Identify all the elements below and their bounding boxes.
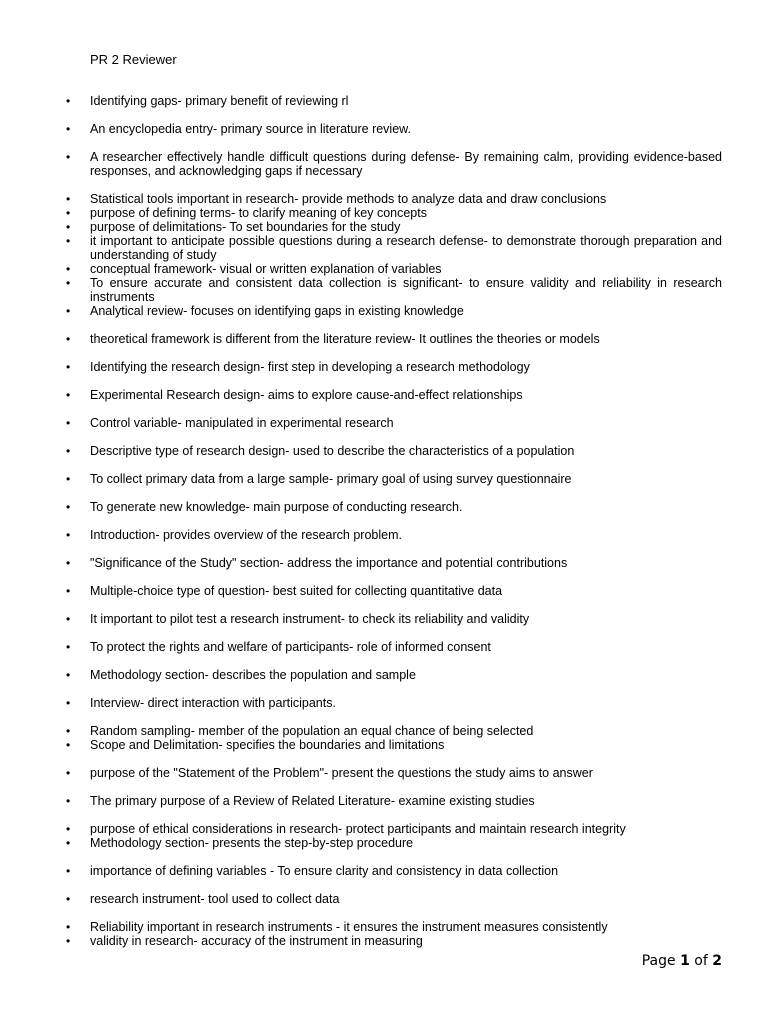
page-of-label: of [694,953,708,969]
list-item: • Control variable- manipulated in experimental research [66,416,722,430]
list-item: • A researcher effectively handle difficult questions during defense- By remaining calm, providing evidence-based responses, and acknowledging gaps if necessary [66,150,722,178]
list-item: • To ensure accurate and consistent data collection is significant- to ensure validity and reliability in research instruments [66,276,722,304]
list-item: • Identifying gaps- primary benefit of reviewing rl [66,94,722,108]
list-item: • purpose of delimitations- To set boundaries for the study [66,220,722,234]
list-item: • Experimental Research design- aims to explore cause-and-effect relationships [66,388,722,402]
list-item: • Methodology section- describes the population and sample [66,668,722,682]
list-item: • It important to pilot test a research instrument- to check its reliability and validity [66,612,722,626]
list-item: • Interview- direct interaction with participants. [66,696,722,710]
list-item: • Identifying the research design- first step in developing a research methodology [66,360,722,374]
list-item: • The primary purpose of a Review of Related Literature- examine existing studies [66,794,722,808]
list-item: • it important to anticipate possible questions during a research defense- to demonstrate thorough preparation and understanding of study [66,234,722,262]
list-item: • To generate new knowledge- main purpose of conducting research. [66,500,722,514]
document-title: PR 2 Reviewer [90,52,177,67]
list-item: • Statistical tools important in research- provide methods to analyze data and draw conclusions [66,192,722,206]
list-item: • Analytical review- focuses on identifying gaps in existing knowledge [66,304,722,318]
list-item: • Methodology section- presents the step-by-step procedure [66,836,722,850]
total-pages-number: 2 [712,953,722,969]
list-item: • An encyclopedia entry- primary source in literature review. [66,122,722,136]
list-item: • validity in research- accuracy of the instrument in measuring [66,934,722,948]
list-item: • theoretical framework is different from the literature review- It outlines the theories or models [66,332,722,346]
list-item: • importance of defining variables - To ensure clarity and consistency in data collection [66,864,722,878]
list-item: • Scope and Delimitation- specifies the boundaries and limitations [66,738,722,752]
list-item: • purpose of the "Statement of the Problem"- present the questions the study aims to answer [66,766,722,780]
list-item: • Introduction- provides overview of the research problem. [66,528,722,542]
list-item: • purpose of ethical considerations in research- protect participants and maintain research integrity [66,822,722,836]
list-item: • To protect the rights and welfare of participants- role of informed consent [66,640,722,654]
reviewer-bullet-list [66,94,722,948]
list-item: • Multiple-choice type of question- best suited for collecting quantitative data [66,584,722,598]
list-item: • To collect primary data from a large sample- primary goal of using survey questionnaire [66,472,722,486]
list-item: • Reliability important in research instruments - it ensures the instrument measures consistently [66,920,722,934]
list-item: • Descriptive type of research design- used to describe the characteristics of a population [66,444,722,458]
list-item: • "Significance of the Study" section- address the importance and potential contributions [66,556,722,570]
list-item: • purpose of defining terms- to clarify meaning of key concepts [66,206,722,220]
page-label: Page [641,953,676,969]
list-item: • conceptual framework- visual or written explanation of variables [66,262,722,276]
list-item: • Random sampling- member of the population an equal chance of being selected [66,724,722,738]
list-item: • research instrument- tool used to collect data [66,892,722,906]
page-indicator [642,952,722,970]
current-page-number: 1 [680,953,690,969]
